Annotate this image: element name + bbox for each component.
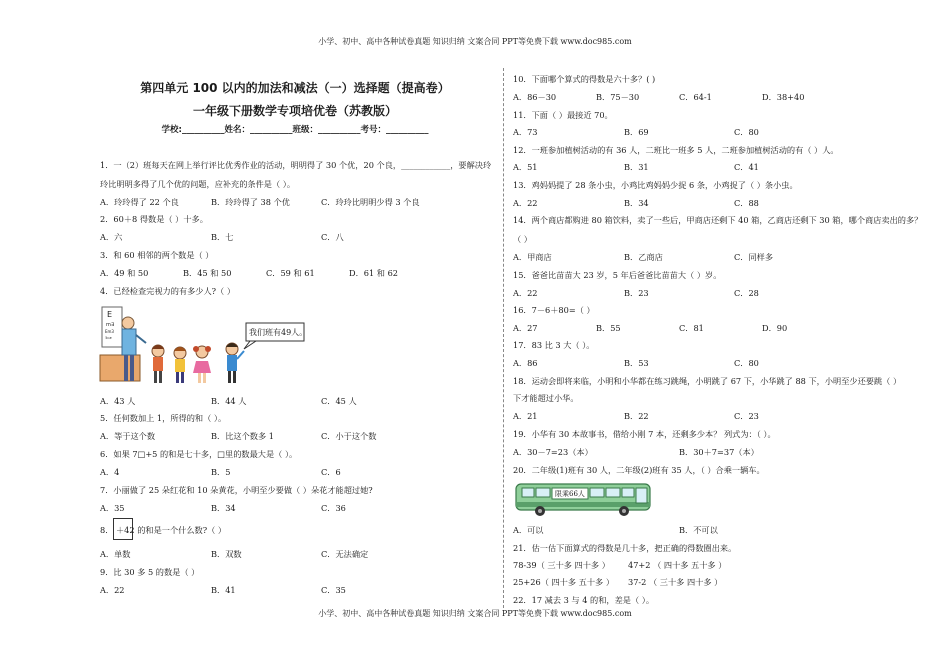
q19-option-a[interactable]: A．30－7=23（本） — [513, 447, 593, 457]
q3-option-b[interactable]: B．45 和 50 — [183, 268, 232, 278]
q20-option-a[interactable]: A．可以 — [513, 525, 544, 535]
q5-option-c[interactable]: C．小于这个数 — [321, 431, 377, 441]
q10-option-b[interactable]: B．75－30 — [596, 92, 640, 102]
question-18-cont: 下才能超过小华。 — [513, 393, 579, 403]
question-22: 22．17 减去 3 与 4 的和，差是（ ）。 — [513, 595, 655, 605]
q4-speech-bubble-text: 我们班有49人。 — [249, 328, 308, 337]
q13-option-a[interactable]: A．22 — [513, 198, 538, 208]
q21-item-3[interactable]: 25+26（ 四十多 五十多 ） — [513, 577, 615, 587]
q7-option-b[interactable]: B．34 — [211, 503, 236, 513]
q17-option-c[interactable]: C．80 — [734, 358, 759, 368]
q3-option-a[interactable]: A．49 和 50 — [100, 268, 149, 278]
q16-option-a[interactable]: A．27 — [513, 323, 538, 333]
question-3: 3．和 60 相邻的两个数是（ ） — [100, 250, 214, 260]
q2-option-b[interactable]: B．七 — [211, 232, 234, 242]
question-11: 11．下面（ ）最接近 70。 — [513, 110, 613, 120]
q1-option-b[interactable]: B．玲玲得了 38 个优 — [211, 197, 290, 207]
q13-option-c[interactable]: C．88 — [734, 198, 759, 208]
q9-option-c[interactable]: C．35 — [321, 585, 346, 595]
column-divider — [503, 68, 504, 608]
q9-option-a[interactable]: A．22 — [100, 585, 125, 595]
q8-option-c[interactable]: C．无法确定 — [321, 549, 369, 559]
bus-capacity-label: 限乘66人 — [555, 490, 585, 498]
q18-option-c[interactable]: C．23 — [734, 411, 759, 421]
eye-test-illustration — [98, 305, 308, 387]
q16-option-d[interactable]: D．90 — [762, 323, 788, 333]
q3-option-d[interactable]: D．61 和 62 — [349, 268, 398, 278]
q12-option-c[interactable]: C．41 — [734, 162, 759, 172]
q14-option-a[interactable]: A．甲商店 — [513, 252, 552, 262]
question-14-cont: （ ） — [513, 234, 532, 244]
question-21: 21．估一估下面算式的得数是几十多，把正确的得数圈出来。 — [513, 543, 737, 553]
bus-illustration — [514, 480, 654, 520]
q4-option-a[interactable]: A．43 人 — [100, 396, 136, 406]
q21-item-4[interactable]: 37-2 （ 三十多 四十多 ） — [628, 577, 723, 587]
q21-item-1[interactable]: 78-39（ 三十多 四十多 ） — [513, 560, 610, 570]
q11-option-a[interactable]: A．73 — [513, 127, 538, 137]
q5-option-b[interactable]: B．比这个数多 1 — [211, 431, 274, 441]
question-9: 9．比 30 多 5 的数是（ ） — [100, 567, 200, 577]
question-8: 8． ＋42 的和是一个什么数?（ ） — [100, 525, 227, 535]
question-13: 13．鸡妈妈提了 28 条小虫，小鸡比鸡妈妈少捉 6 条，小鸡捉了（ ）条小虫。 — [513, 180, 798, 190]
q10-option-c[interactable]: C．64-1 — [679, 92, 712, 102]
q9-option-b[interactable]: B．41 — [211, 585, 236, 595]
q6-option-a[interactable]: A．4 — [100, 467, 120, 477]
q16-option-b[interactable]: B．55 — [596, 323, 621, 333]
q2-option-a[interactable]: A．六 — [100, 232, 123, 242]
q14-option-b[interactable]: B．乙商店 — [624, 252, 663, 262]
svg-text:E: E — [107, 310, 113, 319]
q4-option-c[interactable]: C．45 人 — [321, 396, 357, 406]
question-4: 4．已经检查完视力的有多少人?（ ） — [100, 286, 236, 296]
question-7: 7．小丽做了 25 朵红花和 10 朵黄花，小明至少要做（ ）朵花才能超过她? — [100, 485, 373, 495]
question-18: 18．运动会即将来临，小明和小华都在练习跳绳，小明跳了 67 下，小华跳了 88 下，小明至少还要跳（ ） — [513, 376, 902, 386]
exam-title: 第四单元 100 以内的加法和减法（一）选择题（提高卷） — [140, 81, 450, 95]
q17-option-a[interactable]: A．86 — [513, 358, 538, 368]
q5-option-a[interactable]: A．等于这个数 — [100, 431, 156, 441]
question-1-cont: 玲比明明多得了几个优的问题，应补充的条件是（ ）。 — [100, 179, 296, 189]
q7-option-c[interactable]: C．36 — [321, 503, 346, 513]
q7-option-a[interactable]: A．35 — [100, 503, 125, 513]
question-20: 20．二年级(1)班有 30 人，二年级(2)班有 35 人，（ ）合乘一辆车。 — [513, 465, 765, 475]
q11-option-c[interactable]: C．80 — [734, 127, 759, 137]
q11-option-b[interactable]: B．69 — [624, 127, 649, 137]
page-footer: 小学、初中、高中各种试卷真题 知识归纳 文案合同 PPT等免费下载 www.doc985.com — [318, 609, 632, 618]
svg-text:∃mE: ∃mE — [105, 336, 112, 340]
question-16: 16．7－6＋80=（ ） — [513, 305, 595, 315]
q1-option-c[interactable]: C．玲玲比明明少得 3 个良 — [321, 197, 420, 207]
q21-item-2[interactable]: 47+2 （ 四十多 五十多 ） — [628, 560, 727, 570]
q15-option-a[interactable]: A．22 — [513, 288, 538, 298]
q2-option-c[interactable]: C．八 — [321, 232, 344, 242]
question-15: 15．爸爸比苗苗大 23 岁，5 年后爸爸比苗苗大（ ）岁。 — [513, 270, 722, 280]
question-10: 10．下面哪个算式的得数是六十多？( ) — [513, 74, 656, 84]
q1-option-a[interactable]: A．玲玲得了 22 个良 — [100, 197, 179, 207]
q14-option-c[interactable]: C．同样多 — [734, 252, 774, 262]
q18-option-b[interactable]: B．22 — [624, 411, 649, 421]
question-19: 19．小华有 30 本故事书，借给小刚 7 本，还剩多少本？ 列式为：（ ）。 — [513, 429, 776, 439]
q4-option-b[interactable]: B．44 人 — [211, 396, 247, 406]
q18-option-a[interactable]: A．21 — [513, 411, 538, 421]
q10-option-a[interactable]: A．86－30 — [513, 92, 557, 102]
question-1: 1．一（2）班每天在网上举行评比优秀作业的活动，明明得了 30 个优，20 个良，____________，要解决玲 — [100, 160, 492, 170]
q3-option-c[interactable]: C．59 和 61 — [266, 268, 315, 278]
svg-text:Em3: Em3 — [105, 329, 114, 334]
exam-subtitle: 一年级下册数学专项培优卷（苏教版） — [192, 104, 397, 118]
q12-option-a[interactable]: A．51 — [513, 162, 538, 172]
q8-option-b[interactable]: B．双数 — [211, 549, 242, 559]
q17-option-b[interactable]: B．53 — [624, 358, 649, 368]
svg-text:m∃: m∃ — [106, 322, 115, 328]
q10-option-d[interactable]: D．38+40 — [762, 92, 805, 102]
question-12: 12．一班参加植树活动的有 36 人，二班比一班多 5 人，二班参加植树活动的有（ ）人。 — [513, 145, 839, 155]
q6-option-b[interactable]: B．5 — [211, 467, 231, 477]
q20-option-b[interactable]: B．不可以 — [679, 525, 718, 535]
q13-option-b[interactable]: B．34 — [624, 198, 649, 208]
question-6: 6．如果 7□+5 的和是七十多，□里的数最大是（ ）。 — [100, 449, 298, 459]
q15-option-c[interactable]: C．28 — [734, 288, 759, 298]
q6-option-c[interactable]: C．6 — [321, 467, 341, 477]
q15-option-b[interactable]: B．23 — [624, 288, 649, 298]
q19-option-b[interactable]: B．30＋7=37（本） — [679, 447, 759, 457]
question-14: 14．两个商店都购进 80 箱饮料，卖了一些后，甲商店还剩下 40 箱，乙商店还剩下 30 箱，哪个商店卖出的多？ — [513, 215, 923, 225]
student-info-line: 学校:__________姓名：__________班级：__________考号：__________ — [161, 125, 429, 135]
question-17: 17．83 比 3 大（ ）。 — [513, 340, 595, 350]
q12-option-b[interactable]: B．31 — [624, 162, 649, 172]
q16-option-c[interactable]: C．81 — [679, 323, 704, 333]
q8-option-a[interactable]: A．单数 — [100, 549, 131, 559]
page-header: 小学、初中、高中各种试卷真题 知识归纳 文案合同 PPT等免费下载 www.doc985.com — [318, 37, 632, 46]
question-5: 5．任何数加上 1，所得的和（ ）。 — [100, 413, 227, 423]
question-2: 2．60＋8 得数是（ ）十多。 — [100, 214, 208, 224]
